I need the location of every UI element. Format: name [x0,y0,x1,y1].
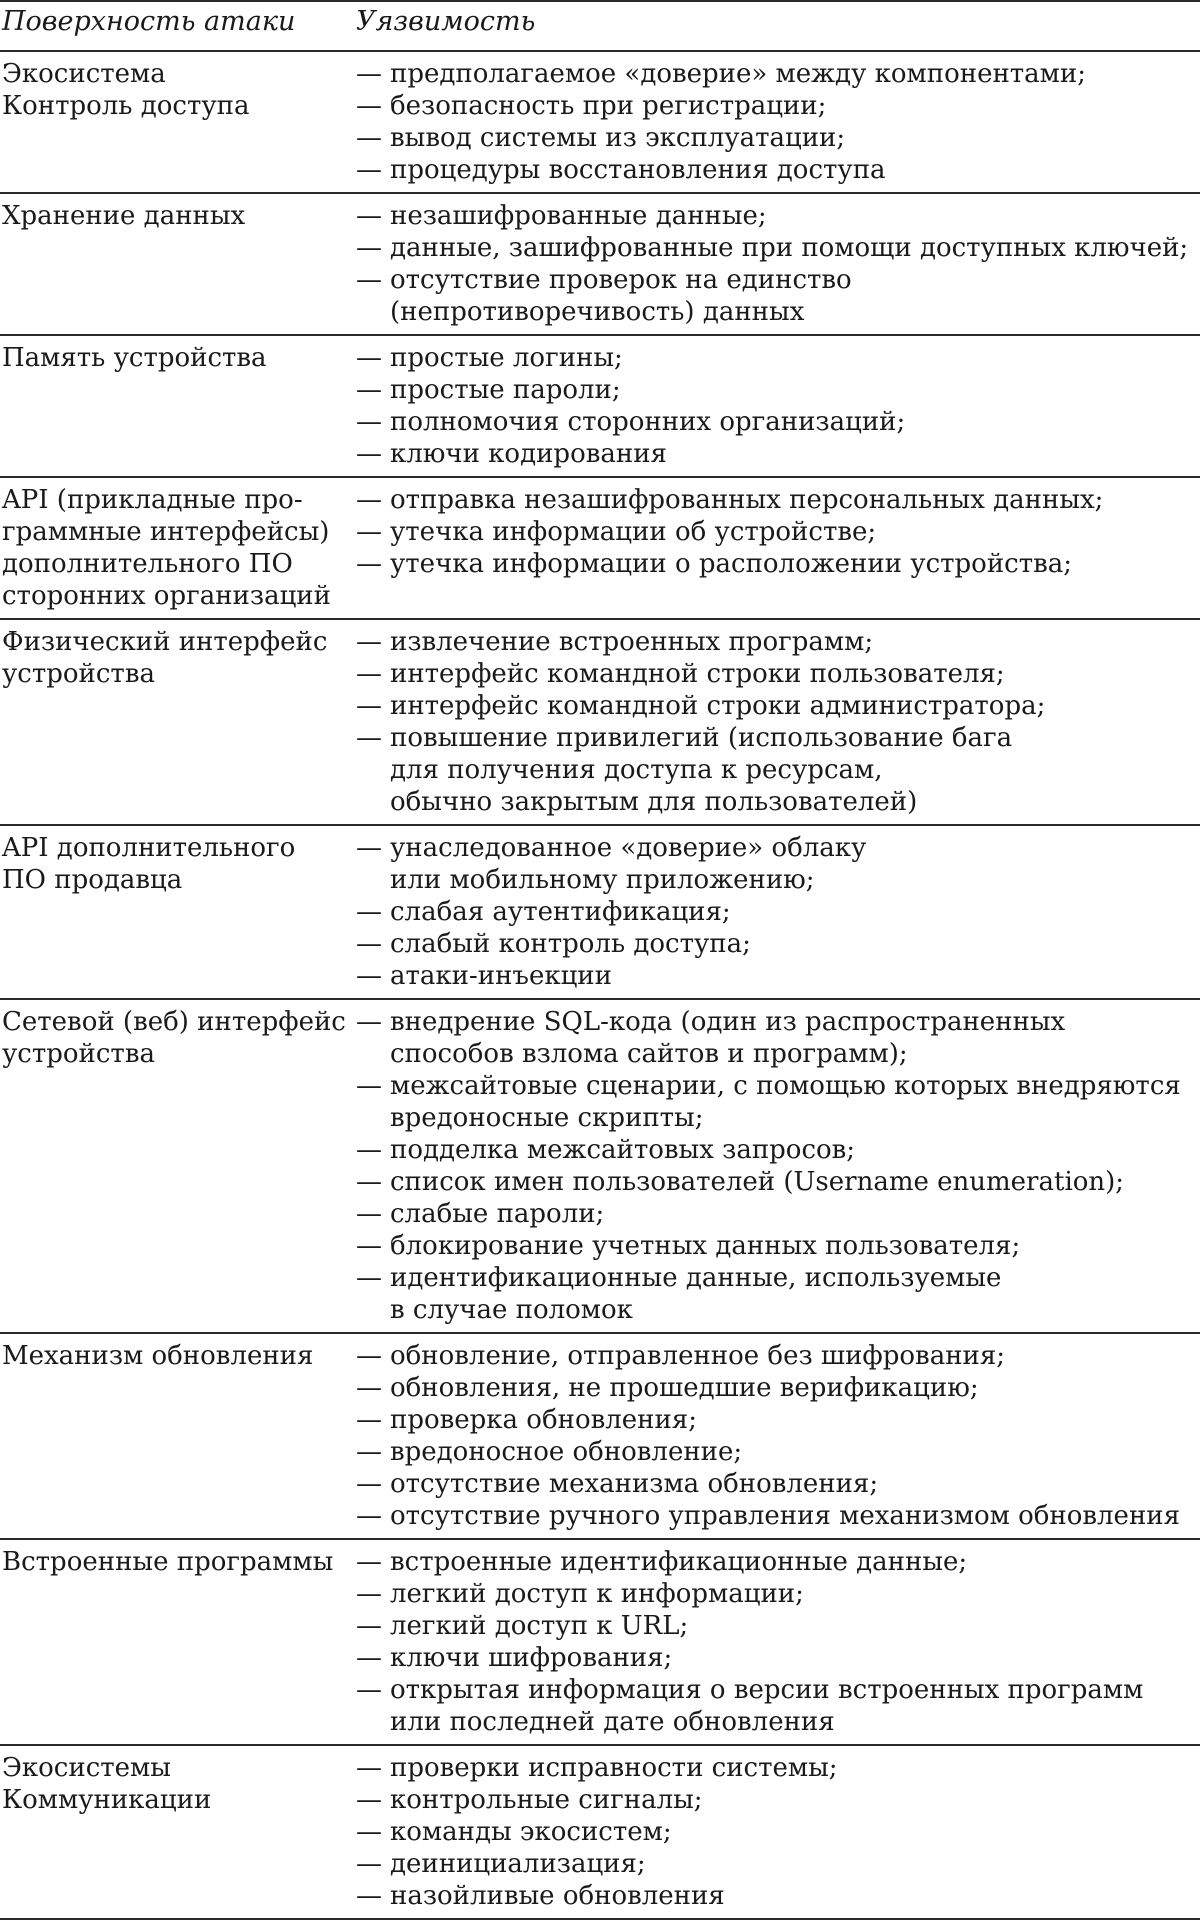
table-row [0,619,1200,825]
header-row [0,1,1200,51]
vulnerability-text: предполагаемое «доверие» между компонентами; [390,59,1086,89]
vulnerability-cell [352,1539,1200,1745]
attack-surface-cell [0,335,352,477]
attack-surface-text: Физический интерфейс [2,627,328,657]
dash-marker: — [356,233,382,263]
vulnerability-item [356,1372,1200,1404]
dash-marker: — [356,833,382,863]
attack-surface-text: устройства [2,659,155,689]
vulnerability-item [356,90,1200,122]
vulnerability-cell [352,999,1200,1333]
dash-marker: — [356,1135,382,1165]
vulnerability-item [356,154,1200,186]
vulnerability-item [356,1262,1200,1326]
dash-marker: — [356,155,382,185]
table-row [0,1539,1200,1745]
vulnerability-item [356,1642,1200,1674]
vulnerability-text: данные, зашифрованные при помощи доступных ключей; [390,233,1189,263]
dash-marker: — [356,1579,382,1609]
vulnerability-text: подделка межсайтовых запросов; [390,1135,856,1165]
vulnerability-text: извлечение встроенных программ; [390,627,874,657]
vulnerability-text: слабые пароли; [390,1199,605,1229]
vulnerability-item [356,1070,1200,1134]
vulnerability-text: в случае поломок [390,1295,633,1325]
vulnerability-text: межсайтовые сценарии, с помощью которых внедряются [390,1071,1181,1101]
dash-marker: — [356,1643,382,1673]
dash-marker: — [356,549,382,579]
dash-marker: — [356,265,382,295]
dash-marker: — [356,1817,382,1847]
dash-marker: — [356,201,382,231]
dash-marker: — [356,1007,382,1037]
dash-marker: — [356,1167,382,1197]
vulnerability-item [356,232,1200,264]
attack-surface-text: API (прикладные про- [2,485,303,515]
vulnerability-text: для получения доступа к ресурсам, [390,755,883,785]
dash-marker: — [356,59,382,89]
vulnerability-item [356,1752,1200,1784]
attack-surface-text: Механизм обновления [2,1341,314,1371]
vulnerability-text: вывод системы из эксплуатации; [390,123,846,153]
dash-marker: — [356,1373,382,1403]
vulnerability-text: ключи кодирования [390,439,667,469]
vulnerability-item [356,626,1200,658]
vulnerability-text: безопасность при регистрации; [390,91,827,121]
attack-surface-text: ПО продавца [2,865,183,895]
dash-marker: — [356,1501,382,1531]
vulnerability-text: простые пароли; [390,375,621,405]
dash-marker: — [356,407,382,437]
vulnerability-text: назойливые обновления [390,1881,725,1911]
attack-surface-text: Хранение данных [2,201,246,231]
vulnerability-list [356,200,1200,328]
vulnerability-item [356,896,1200,928]
vulnerability-list [356,626,1200,818]
table-row [0,1333,1200,1539]
dash-marker: — [356,517,382,547]
attack-surface-text: Память устройства [2,343,267,373]
vulnerability-list [356,484,1200,580]
attack-surface-cell [0,619,352,825]
vulnerability-item [356,1610,1200,1642]
vulnerability-item [356,406,1200,438]
vulnerability-item [356,1134,1200,1166]
vulnerability-text: слабая аутентификация; [390,897,731,927]
vulnerability-item [356,1404,1200,1436]
attack-surface-text: Контроль доступа [2,91,250,121]
vulnerability-text: обновление, отправленное без шифрования; [390,1341,1006,1371]
dash-marker: — [356,1199,382,1229]
attack-surface-text: граммные интерфейсы) [2,517,330,547]
table-row [0,477,1200,619]
vulnerability-text: отсутствие механизма обновления; [390,1469,879,1499]
vulnerability-text: ключи шифрования; [390,1643,673,1673]
vulnerability-item [356,1198,1200,1230]
table-row [0,335,1200,477]
dash-marker: — [356,1785,382,1815]
vulnerability-text: незашифрованные данные; [390,201,767,231]
vulnerability-text: интерфейс командной строки администратора; [390,691,1046,721]
vulnerability-item [356,484,1200,516]
dash-marker: — [356,1437,382,1467]
vulnerability-item [356,122,1200,154]
vulnerability-text: простые логины; [390,343,623,373]
dash-marker: — [356,1753,382,1783]
vulnerability-text: (непротиворечивость) данных [390,297,805,327]
table-row [0,1745,1200,1919]
attack-surface-text: Сетевой (веб) интерфейс [2,1007,346,1037]
vulnerability-item [356,438,1200,470]
dash-marker: — [356,439,382,469]
table-row [0,825,1200,999]
vulnerability-text: повышение привилегий (использование бага [390,723,1013,753]
dash-marker: — [356,1849,382,1879]
vulnerability-text: обычно закрытым для пользователей) [390,787,918,817]
vulnerability-text: атаки-инъекции [390,961,612,991]
vulnerability-text: отсутствие ручного управления механизмом обновления [390,1501,1181,1531]
vulnerability-text: блокирование учетных данных пользователя; [390,1231,1021,1261]
vulnerability-text: отсутствие проверок на единство [390,265,852,295]
vulnerability-list [356,342,1200,470]
dash-marker: — [356,485,382,515]
vulnerability-text: утечка информации об устройстве; [390,517,877,547]
dash-marker: — [356,1405,382,1435]
attack-surface-cell [0,193,352,335]
attack-surface-cell [0,825,352,999]
attack-surface-cell [0,1745,352,1919]
vulnerability-list [356,832,1200,992]
vulnerability-item [356,1166,1200,1198]
vulnerability-list [356,1340,1200,1532]
vulnerability-text: деинициализация; [390,1849,646,1879]
vulnerability-list [356,1546,1200,1738]
vulnerability-text: идентификационные данные, используемые [390,1263,1002,1293]
dash-marker: — [356,723,382,753]
vulnerability-item [356,832,1200,896]
table-row [0,51,1200,193]
vulnerability-item [356,1230,1200,1262]
dash-marker: — [356,1547,382,1577]
table-row [0,999,1200,1333]
header-vulnerability: Уязвимость [352,1,1200,51]
vulnerability-item [356,200,1200,232]
vulnerability-item [356,1006,1200,1070]
vulnerability-item [356,1674,1200,1738]
vulnerability-item [356,722,1200,818]
dash-marker: — [356,897,382,927]
vulnerability-text: команды экосистем; [390,1817,672,1847]
vulnerability-cell [352,825,1200,999]
vulnerability-cell [352,51,1200,193]
table-row [0,193,1200,335]
table-header [0,1,1200,51]
dash-marker: — [356,691,382,721]
vulnerability-text: обновления, не прошедшие верификацию; [390,1373,979,1403]
vulnerability-cell [352,619,1200,825]
dash-marker: — [356,627,382,657]
vulnerability-text: открытая информация о версии встроенных программ [390,1675,1144,1705]
vulnerability-item [356,1880,1200,1912]
vulnerability-item [356,374,1200,406]
dash-marker: — [356,1675,382,1705]
vulnerability-item [356,1500,1200,1532]
vulnerability-text: или последней дате обновления [390,1707,835,1737]
vulnerability-text: или мобильному приложению; [390,865,815,895]
vulnerability-item [356,1816,1200,1848]
vulnerability-item [356,58,1200,90]
vulnerability-text: встроенные идентификационные данные; [390,1547,968,1577]
vulnerability-text: проверка обновления; [390,1405,697,1435]
vulnerability-item [356,1578,1200,1610]
vulnerability-item [356,1340,1200,1372]
attack-surface-cell [0,477,352,619]
dash-marker: — [356,1341,382,1371]
dash-marker: — [356,1263,382,1293]
attack-surface-text: Коммуникации [2,1785,212,1815]
vulnerability-text: легкий доступ к информации; [390,1579,804,1609]
dash-marker: — [356,375,382,405]
vulnerability-list [356,58,1200,186]
dash-marker: — [356,123,382,153]
vulnerability-item [356,1784,1200,1816]
dash-marker: — [356,929,382,959]
dash-marker: — [356,91,382,121]
dash-marker: — [356,961,382,991]
vulnerability-cell [352,193,1200,335]
attack-surface-text: дополнительного ПО [2,549,293,579]
attack-surface-cell [0,1333,352,1539]
vulnerability-item [356,1546,1200,1578]
vulnerability-text: утечка информации о расположении устройства; [390,549,1072,579]
attack-surface-text: устройства [2,1039,155,1069]
table-body [0,51,1200,1919]
vulnerability-text: вредоносные скрипты; [390,1103,704,1133]
vulnerability-text: список имен пользователей (Username enumeration); [390,1167,1125,1197]
vulnerability-item [356,516,1200,548]
dash-marker: — [356,1611,382,1641]
attack-surface-cell [0,1539,352,1745]
attack-surface-cell [0,999,352,1333]
vulnerability-text: полномочия сторонних организаций; [390,407,906,437]
attack-surface-text: API дополнительного [2,833,296,863]
dash-marker: — [356,1071,382,1101]
vulnerability-item [356,928,1200,960]
attack-surface-text: сторонних организаций [2,581,331,611]
attack-surface-text: Встроенные программы [2,1547,334,1577]
vulnerability-item [356,690,1200,722]
vulnerability-text: интерфейс командной строки пользователя; [390,659,1005,689]
dash-marker: — [356,1469,382,1499]
vulnerability-item [356,658,1200,690]
attack-surface-text: Экосистема [2,59,166,89]
vulnerability-item [356,1436,1200,1468]
vulnerability-cell [352,477,1200,619]
vulnerability-cell [352,335,1200,477]
dash-marker: — [356,343,382,373]
vulnerability-item [356,548,1200,580]
vulnerability-text: отправка незашифрованных персональных данных; [390,485,1104,515]
vulnerability-text: проверки исправности системы; [390,1753,838,1783]
vulnerability-text: слабый контроль доступа; [390,929,751,959]
vulnerability-text: способов взлома сайтов и программ); [390,1039,908,1069]
vulnerability-item [356,960,1200,992]
attack-surface-text: Экосистемы [2,1753,171,1783]
attack-surface-cell [0,51,352,193]
vulnerability-text: вредоносное обновление; [390,1437,743,1467]
vulnerability-text: процедуры восстановления доступа [390,155,886,185]
dash-marker: — [356,1231,382,1261]
vulnerability-list [356,1752,1200,1912]
vulnerability-cell [352,1333,1200,1539]
vulnerability-list [356,1006,1200,1326]
vulnerability-item [356,1468,1200,1500]
vulnerability-text: контрольные сигналы; [390,1785,703,1815]
vulnerability-cell [352,1745,1200,1919]
dash-marker: — [356,1881,382,1911]
vulnerability-item [356,342,1200,374]
header-attack-surface: Поверхность атаки [0,1,352,51]
vulnerability-text: внедрение SQL-кода (один из распространенных [390,1007,1066,1037]
dash-marker: — [356,659,382,689]
vulnerability-text: унаследованное «доверие» облаку [390,833,867,863]
vulnerability-item [356,1848,1200,1880]
vulnerability-item [356,264,1200,328]
vulnerability-text: легкий доступ к URL; [390,1611,689,1641]
